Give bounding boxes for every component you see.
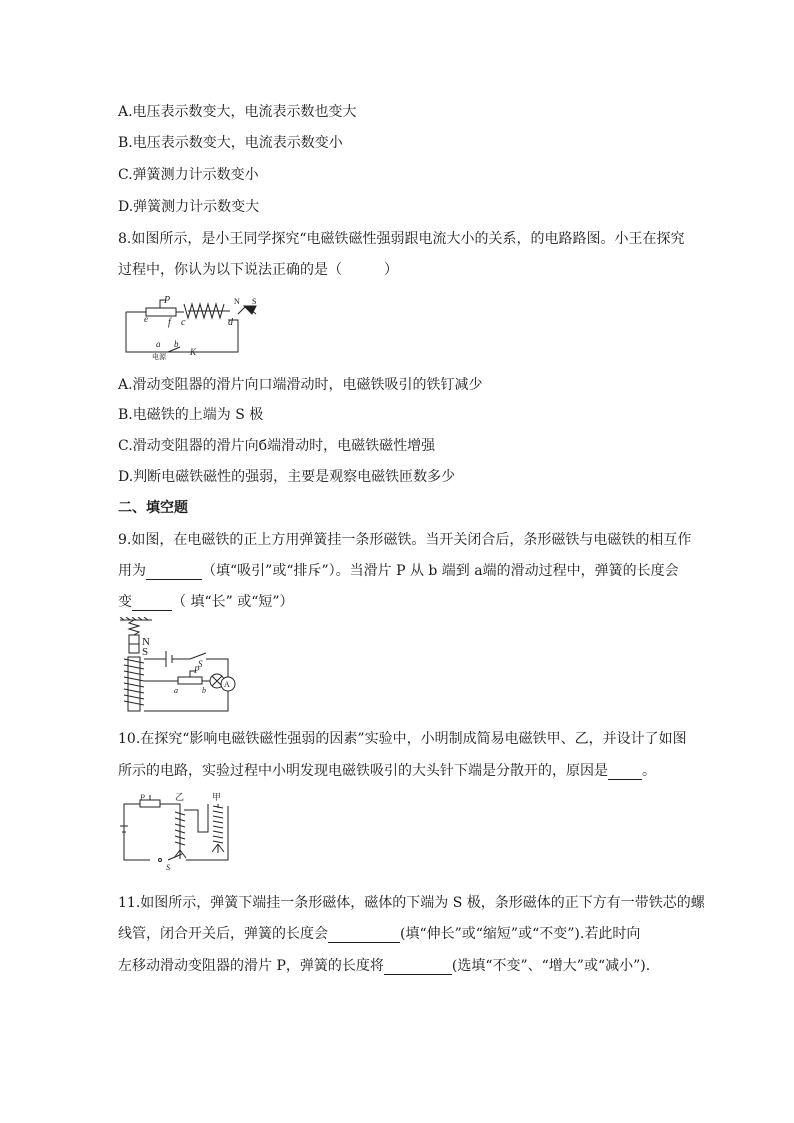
q11-stem-line1: 11.如图所示，弹簧下端挂一条形磁体，磁体的下端为 S 极，条形磁体的正下方有一带铁芯的螺 — [118, 895, 705, 911]
q8-stem-line2: 过程中，你认为以下说法正确的是（ ） — [118, 262, 398, 278]
q9-label-n: N — [142, 636, 150, 648]
q7-option-b: B.电压表示数变大，电流表示数变小 — [118, 135, 343, 151]
q8-label-source: 电源 — [152, 353, 166, 361]
q9-text-b: （填“吸引”或“排斥”）。当滑片 P 从 b 端到 a端的滑动过程中，弹簧的长度会 — [202, 563, 679, 579]
q7-option-c: C.弹簧测力计示数变小 — [118, 167, 259, 183]
section-title: 二、填空题 — [118, 500, 188, 516]
q11-text-d: (选填“不变”、“增大”或“减小”). — [451, 958, 651, 974]
q10-answer-blank[interactable] — [608, 763, 642, 780]
q10-stem-line2 — [118, 760, 656, 780]
q9-text-d: （ 填“长” 或“短”） — [172, 594, 294, 610]
q8-label-p: P — [164, 295, 171, 306]
q8-label-c: c — [181, 317, 186, 328]
q9-stem-line3 — [118, 591, 294, 611]
q8-option-b: B.电磁铁的上端为 S 极 — [118, 407, 264, 423]
q10-text-a: 所示的电路，实验过程中小明发现电磁铁吸引的大头针下端是分散开的，原因是 — [118, 763, 608, 779]
q8-stem-line1: 8.如图所示，是小王同学探究“电磁铁磁性强弱跟电流大小的关系，的电路路图。小王在探究 — [118, 231, 685, 247]
q9-label-p: P — [194, 665, 200, 675]
q11-stem-line2 — [118, 923, 640, 943]
q9-label-ammeter: A — [224, 680, 230, 689]
q9-label-s: S — [142, 646, 149, 658]
q11-text-c: 左移动滑动变阻器的滑片 P，弹簧的长度将 — [118, 958, 384, 974]
q8-label-k: K — [190, 347, 197, 357]
q8-label-d: d — [228, 317, 233, 328]
q11-stem-line3 — [118, 955, 650, 975]
q8-label-b: b — [174, 339, 179, 349]
q11-answer-blank-2[interactable] — [384, 958, 452, 975]
q8-label-a: a — [156, 339, 161, 349]
q8-label-n: N — [234, 297, 240, 306]
q10-circuit-figure — [118, 792, 243, 870]
q7-option-d: D.弹簧测力计示数变大 — [118, 199, 260, 215]
q9-label-switch: S — [198, 659, 203, 669]
q11-answer-blank-1[interactable] — [328, 926, 400, 943]
q9-answer-blank-2[interactable] — [132, 594, 172, 611]
q9-stem-line2 — [118, 560, 679, 580]
q9-label-b: b — [202, 686, 206, 695]
q10-stem-line1: 10.在探究“影响电磁铁磁性强弱的因素”实验中，小明制成简易电磁铁甲、乙，并设计了如图 — [118, 731, 687, 747]
q11-text-a: 线管，闭合开关后，弹簧的长度会 — [118, 926, 328, 942]
q8-label-s: S — [252, 297, 257, 306]
q9-stem-line1: 9.如图，在电磁铁的正上方用弹簧挂一条形磁铁。当开关闭合后，条形磁铁与电磁铁的相互作 — [118, 532, 692, 548]
q10-label-yi: 乙 — [175, 792, 185, 802]
q10-label-p: P — [140, 793, 145, 802]
q9-text-a: 用为 — [118, 563, 146, 579]
q9-answer-blank-1[interactable] — [146, 563, 202, 580]
q10-text-b: 。 — [642, 763, 656, 779]
q8-circuit-figure — [118, 292, 278, 362]
q8-option-d: D.判断电磁铁磁性的强弱，主要是观察电磁铁匝数多少 — [118, 469, 456, 485]
q9-text-c: 变 — [118, 594, 132, 610]
q7-option-a: A.电压表示数变大，电流表示数也变大 — [118, 104, 357, 120]
q8-label-e: e — [144, 314, 148, 324]
q11-text-b: (填“伸长”或“缩短”或“不变”).若此时向 — [400, 926, 641, 942]
q10-label-jia: 甲 — [212, 792, 222, 802]
q8-label-f: f — [168, 317, 171, 328]
q8-option-a: A.滑动变阻器的滑片向口端滑动时，电磁铁吸引的铁钉减少 — [118, 377, 483, 393]
q10-label-s: S — [166, 863, 170, 870]
q9-circuit-figure — [118, 617, 238, 717]
q9-label-a: a — [174, 686, 178, 695]
q8-option-c: C.滑动变阻器的滑片向б端滑动时，电磁铁磁性增强 — [118, 438, 436, 454]
